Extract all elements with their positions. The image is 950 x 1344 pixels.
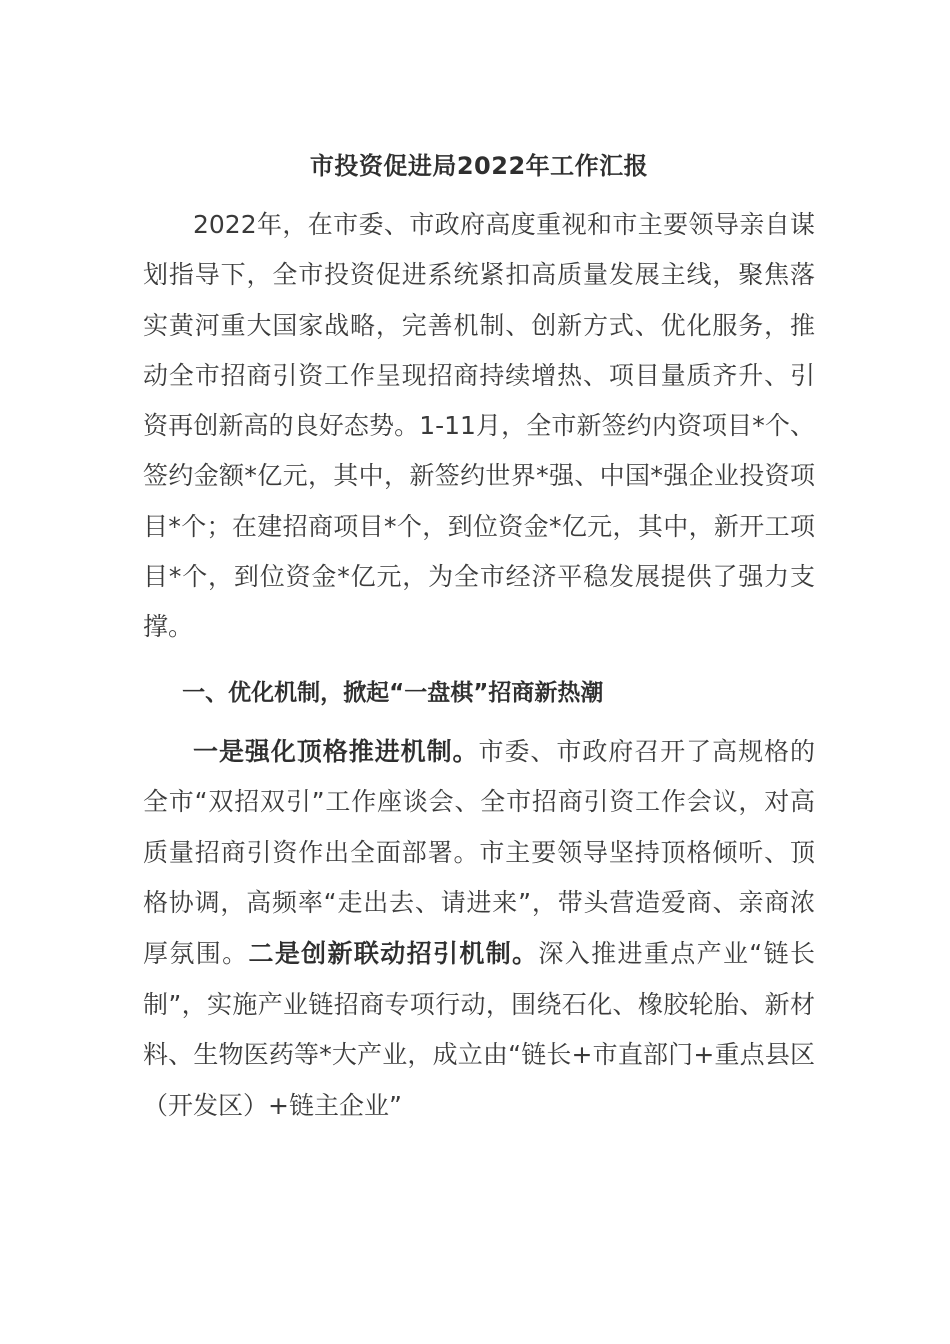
document-page — [143, 150, 815, 1131]
document-title: 市投资促进局2022年工作汇报 — [309, 152, 649, 180]
section-paragraph — [143, 727, 815, 1132]
body-text: 市委、市政府召开了高规格的全市“双招双引”工作座谈会、全市招商引资工作会议，对高质量招商引资作出全面部署。市主要领导坚持顶格倾听、顶格协调，高频率“走出去、请进来”，带头营造爱商、亲商浓厚氛围。 — [143, 736, 815, 969]
lead-phrase: 二是创新联动招引机制。 — [248, 939, 539, 969]
intro-paragraph: 2022年，在市委、市政府高度重视和市主要领导亲自谋划指导下，全市投资促进系统紧扣高质量发展主线，聚焦落实黄河重大国家战略，完善机制、创新方式、优化服务，推动全市招商引资工作呈现招商持续增热、项目量质齐升、引资再创新高的良好态势。1-11月，全市新签约内资项目*个、签约金额*亿元，其中，新签约世界*强、中国*强企业投资项目*个；在建招商项目*个，到位资金*亿元，其中，新开工项目*个，到位资金*亿元，为全市经济平稳发展提供了强力支撑。 — [143, 210, 815, 642]
section-heading: 一、优化机制，掀起“一盘棋”招商新热潮 — [182, 679, 604, 706]
body-text: 深入推进重点产业“链长制”，实施产业链招商专项行动，围绕石化、橡胶轮胎、新材料、生物医药等*大产业，成立由“链长+市直部门+重点县区（开发区）+链主企业” — [143, 939, 815, 1120]
lead-phrase: 一是强化顶格推进机制。 — [193, 736, 479, 766]
